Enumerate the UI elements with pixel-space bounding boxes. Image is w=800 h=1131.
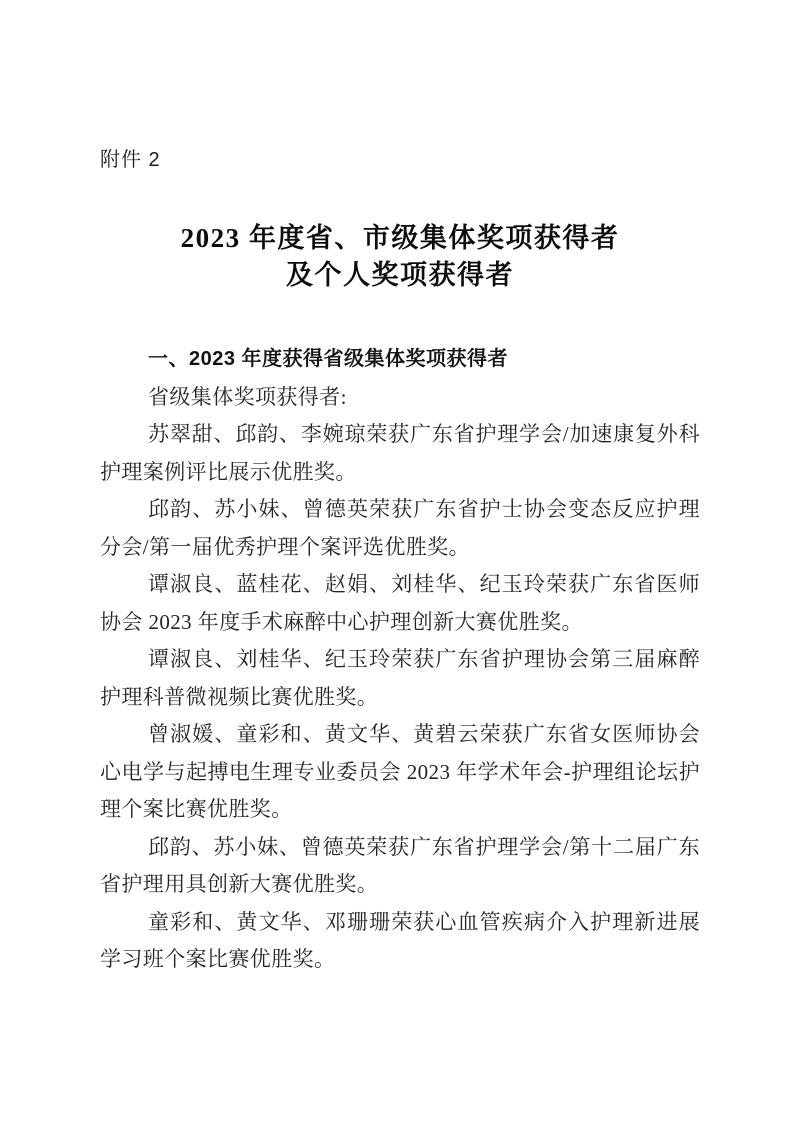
document-title-line2: 及个人奖项获得者	[286, 260, 514, 290]
award-paragraph: 曾淑媛、童彩和、黄文华、黄碧云荣获广东省女医师协会心电学与起搏电生理专业委员会 2023 年学术年会-护理组论坛护理个案比赛优胜奖。	[100, 722, 700, 821]
award-paragraph: 童彩和、黄文华、邓珊珊荣获心血管疾病介入护理新进展学习班个案比赛优胜奖。	[100, 909, 700, 971]
attachment-label: 附件 2	[100, 149, 161, 171]
section-heading: 一、2023 年度获得省级集体奖项获得者	[148, 348, 509, 370]
intro-line: 省级集体奖项获得者:	[148, 384, 347, 409]
award-paragraph: 谭淑良、刘桂华、纪玉玲荣获广东省护理协会第三届麻醉护理科普微视频比赛优胜奖。	[100, 647, 700, 709]
document-title-line1: 2023 年度省、市级集体奖项获得者	[180, 223, 620, 253]
award-paragraph: 邱韵、苏小妹、曾德英荣获广东省护理学会/第十二届广东省护理用具创新大赛优胜奖。	[100, 834, 700, 896]
award-paragraph: 谭淑良、蓝桂花、赵娟、刘桂华、纪玉玲荣获广东省医师协会 2023 年度手术麻醉中心护理创新大赛优胜奖。	[100, 572, 700, 634]
award-paragraph: 苏翠甜、邱韵、李婉琼荣获广东省护理学会/加速康复外科护理案例评比展示优胜奖。	[100, 422, 700, 484]
document-body	[100, 341, 700, 979]
document-title	[100, 220, 700, 294]
award-paragraph: 邱韵、苏小妹、曾德英荣获广东省护士协会变态反应护理分会/第一届优秀护理个案评选优胜奖。	[100, 497, 700, 559]
